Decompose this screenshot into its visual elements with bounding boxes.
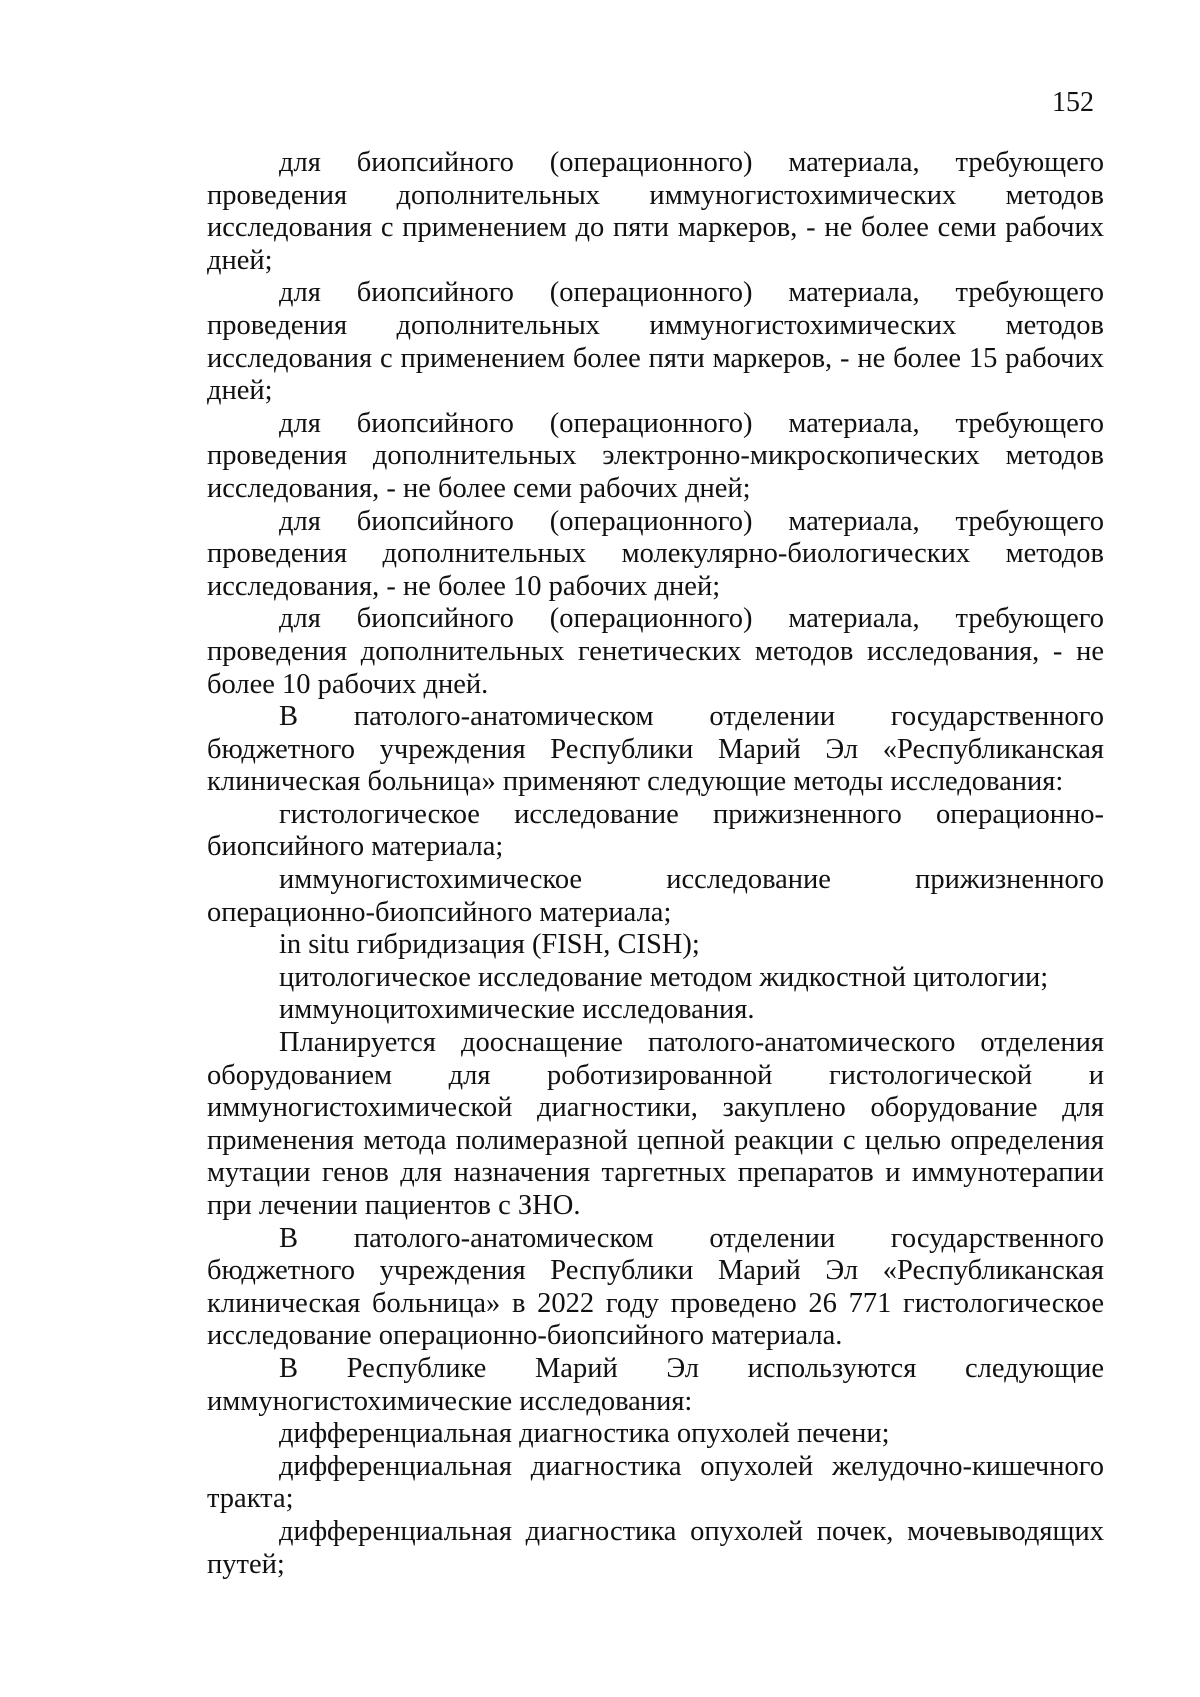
paragraph-2: для биопсийного (операционного) материала, требующего проведения дополнительных иммуногистохимических методов исследования с применением более пяти маркеров, - не более 15 рабочих дней; (207, 277, 1104, 407)
paragraph-3: для биопсийного (операционного) материала, требующего проведения дополнительных электронно-микроскопических методов исследования, - не более семи рабочих дней; (207, 407, 1104, 504)
paragraph-4: для биопсийного (операционного) материала, требующего проведения дополнительных молекулярно-биологических методов исследования, - не более 10 рабочих дней; (207, 505, 1104, 602)
paragraph-13: В патолого-анатомическом отделении государственного бюджетного учреждения Республики Марий Эл «Республиканская клиническая больница» в 2022 году проведено 26 771 гистологическое исследование операционно-биопсийного материала. (207, 1222, 1104, 1352)
paragraph-6: В патолого-анатомическом отделении государственного бюджетного учреждения Республики Марий Эл «Республиканская клиническая больница» применяют следующие методы исследования: (207, 701, 1104, 798)
paragraph-16: дифференциальная диагностика опухолей желудочно-кишечного тракта; (207, 1450, 1104, 1515)
document-body (207, 147, 1104, 1581)
paragraph-17: дифференциальная диагностика опухолей почек, мочевыводящих путей; (207, 1515, 1104, 1580)
paragraph-15: дифференциальная диагностика опухолей печени; (279, 1418, 890, 1450)
paragraph-8: иммуногистохимическое исследование прижизненного операционно-биопсийного материала; (207, 864, 1104, 928)
paragraph-5: для биопсийного (операционного) материала, требующего проведения дополнительных генетических методов исследования, - не более 10 рабочих дней. (207, 603, 1104, 700)
paragraph-1: для биопсийного (операционного) материала, требующего проведения дополнительных иммуногистохимических методов исследования с применением до пяти маркеров, - не более семи рабочих дней; (207, 147, 1104, 276)
paragraph-9: in situ гибридизация (FISH, CISH); (279, 929, 700, 961)
paragraph-10: цитологическое исследование методом жидкостной цитологии; (279, 961, 1049, 993)
page-number: 152 (1052, 87, 1094, 118)
paragraph-11: иммуноцитохимические исследования. (279, 994, 755, 1026)
paragraph-14: В Республике Марий Эл используются следующие иммуногистохимические исследования: (207, 1352, 1104, 1417)
paragraph-12: Планируется дооснащение патолого-анатомического отделения оборудованием для роботизированной гистологической и иммуногистохимической диагностики, закуплено оборудование для применения метода полимеразной цепной реакции с целью определения мутации генов для назначения таргетных препаратов и иммунотерапии при лечении пациентов с ЗНО. (207, 1027, 1104, 1221)
paragraph-7: гистологическое исследование прижизненного операционно-биопсийного материала; (207, 798, 1104, 863)
